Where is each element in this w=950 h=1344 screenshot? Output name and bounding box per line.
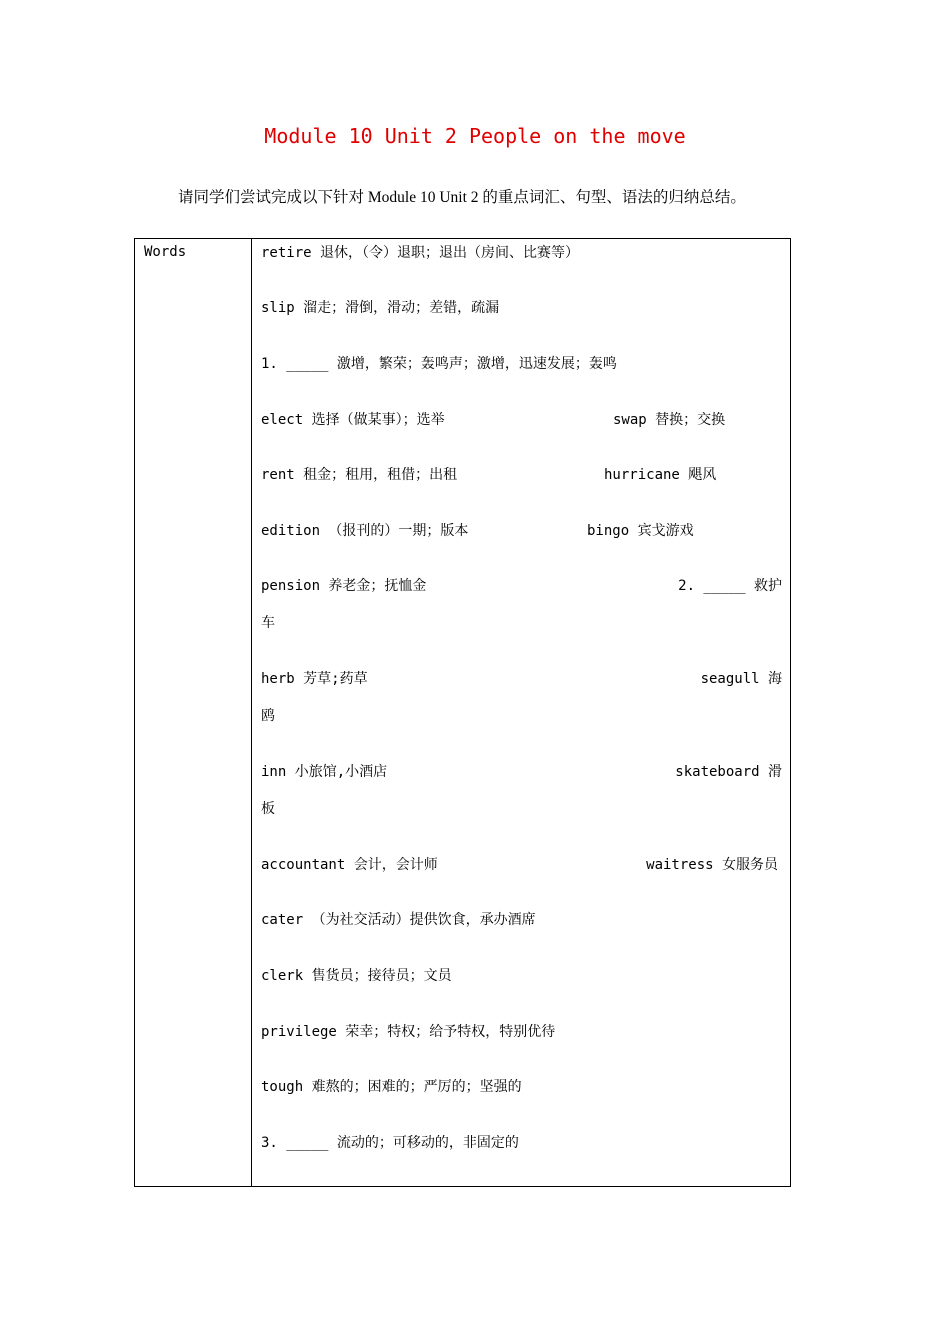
- vocab-entry-accountant: accountant 会计，会计师: [261, 857, 438, 873]
- vocab-entry-privilege: privilege 荣幸；特权；给予特权，特别优待: [261, 1024, 556, 1040]
- vocab-entry-elect: elect 选择（做某事）；选举: [261, 412, 445, 428]
- vocab-entry-bingo: bingo 宾戈游戏: [587, 523, 694, 539]
- vocab-entry-waitress: waitress 女服务员: [646, 857, 778, 873]
- vocab-entry-edition: edition （报刊的）一期；版本: [261, 523, 469, 539]
- vocab-entry-hurricane: hurricane 飓风: [604, 467, 717, 483]
- vocab-entry-swap: swap 替换；交换: [613, 412, 726, 428]
- vocab-entry-clerk: clerk 售货员；接待员；文员: [261, 968, 452, 984]
- vocab-blank-1: 1. _____ 激增，繁荣；轰鸣声；激增，迅速发展；轰鸣: [261, 356, 617, 372]
- vocab-entry-pension: pension 养老金；抚恤金: [261, 578, 427, 594]
- column-divider: [251, 238, 252, 1187]
- vocab-entry-retire: retire 退休，（令）退职；退出（房间、比赛等）: [261, 245, 579, 261]
- vocab-entry-herb: herb 芳草;药草: [261, 671, 368, 687]
- vocab-entry-slip: slip 溜走；滑倒，滑动；差错，疏漏: [261, 300, 500, 316]
- page-title: Module 10 Unit 2 People on the move: [264, 124, 686, 148]
- vocab-entry-skateboard: skateboard 滑: [675, 764, 782, 780]
- vocab-blank-2-wrap: 车: [261, 615, 275, 631]
- vocab-entry-seagull: seagull 海: [700, 671, 782, 687]
- vocab-entry-cater: cater （为社交活动）提供饮食，承办酒席: [261, 912, 536, 928]
- vocab-entry-inn: inn 小旅馆,小酒店: [261, 764, 388, 780]
- vocab-entry-seagull-wrap: 鸥: [261, 708, 275, 724]
- words-label: Words: [144, 244, 187, 260]
- vocab-blank-3: 3. _____ 流动的；可移动的，非固定的: [261, 1135, 519, 1151]
- vocab-entry-rent: rent 租金；租用，租借；出租: [261, 467, 458, 483]
- intro-text: 请同学们尝试完成以下针对 Module 10 Unit 2 的重点词汇、句型、语法的归纳总结。: [178, 189, 746, 206]
- vocab-entry-tough: tough 难熬的；困难的；严厉的；坚强的: [261, 1079, 522, 1095]
- vocab-blank-2: 2. _____ 救护: [678, 578, 782, 594]
- vocab-entry-skateboard-wrap: 板: [261, 801, 275, 817]
- words-table: [134, 238, 791, 1187]
